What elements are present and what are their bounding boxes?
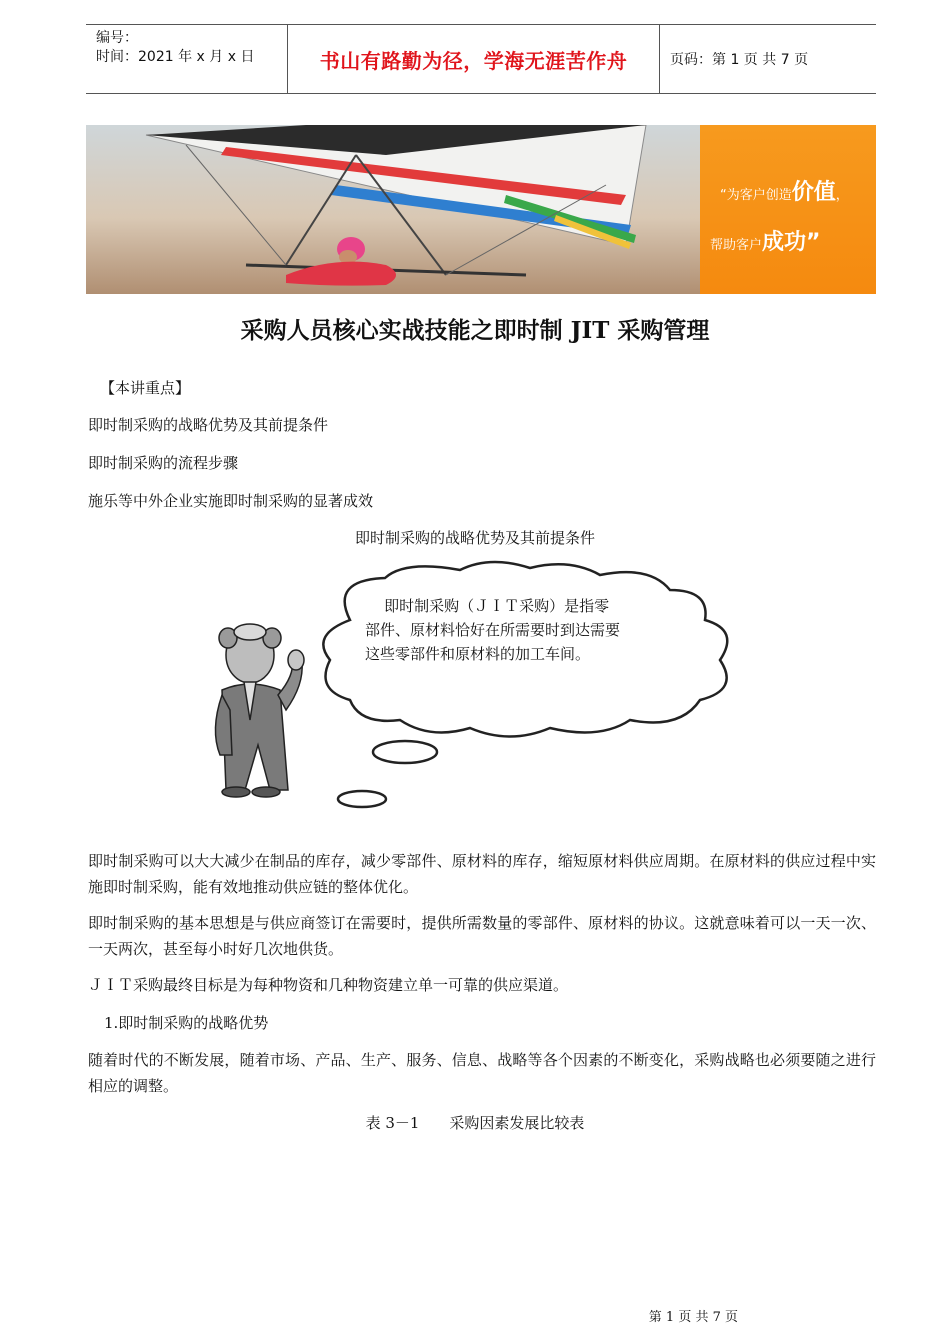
page-header xyxy=(86,24,876,94)
key-point-item: 即时制采购的战略优势及其前提条件 xyxy=(88,416,329,434)
document-time-label: 时间：2021 年 x 月 x 日 xyxy=(96,49,255,65)
hang-glider-photo xyxy=(86,125,700,294)
section-heading: 即时制采购的战略优势及其前提条件 xyxy=(354,529,595,547)
table-caption: 表 3－1 采购因素发展比较表 xyxy=(365,1114,585,1132)
document-title: 采购人员核心实战技能之即时制 JIT 采购管理 xyxy=(240,317,710,344)
slogan-line-2: 帮助客户成功” xyxy=(710,230,821,255)
body-paragraph: 随着时代的不断发展，随着市场、产品、生产、服务、信息、战略等各个因素的不断变化，采购战略也必须要随之进行相应的调整。 xyxy=(88,1051,876,1095)
header-motto-cell xyxy=(288,25,660,93)
banner xyxy=(86,125,876,294)
slogan-line-1: “为客户创造价值， xyxy=(720,180,849,205)
key-points-heading: 【本讲重点】 xyxy=(100,379,191,397)
key-point-item: 即时制采购的流程步骤 xyxy=(88,454,239,472)
slogan-panel xyxy=(700,125,876,294)
header-page-label: 页码：第 1 页 共 7 页 xyxy=(670,52,809,68)
page-footer: 第 1 页 共 7 页 xyxy=(648,1310,738,1325)
header-motto: 书山有路勤为径，学海无涯苦作舟 xyxy=(319,48,628,73)
body-paragraph: ＪＩＴ采购最终目标是为每种物资和几种物资建立单一可靠的供应渠道。 xyxy=(88,976,569,994)
header-page-cell xyxy=(660,25,876,93)
body-paragraph: 即时制采购可以大大减少在制品的库存，减少零部件、原材料的库存，缩短原材料供应周期。在原材料的供应过程中实施即时制采购，能有效地推动供应链的整体优化。 xyxy=(88,852,876,896)
header-meta xyxy=(86,25,288,93)
key-point-item: 施乐等中外企业实施即时制采购的显著成效 xyxy=(88,492,374,510)
subsection-heading: 1.即时制采购的战略优势 xyxy=(104,1014,269,1032)
thought-bubble-text: 即时制采购（ＪＩＴ采购）是指零 部件、原材料恰好在所需要时到达需要 这些零部件和原材料的加工车间。 xyxy=(365,597,621,663)
body-paragraph: 即时制采购的基本思想是与供应商签订在需要时，提供所需数量的零部件、原材料的协议。这就意味着可以一天一次、一天两次，甚至每小时好几次地供货。 xyxy=(88,914,876,958)
document-number-label: 编号： xyxy=(96,30,138,46)
